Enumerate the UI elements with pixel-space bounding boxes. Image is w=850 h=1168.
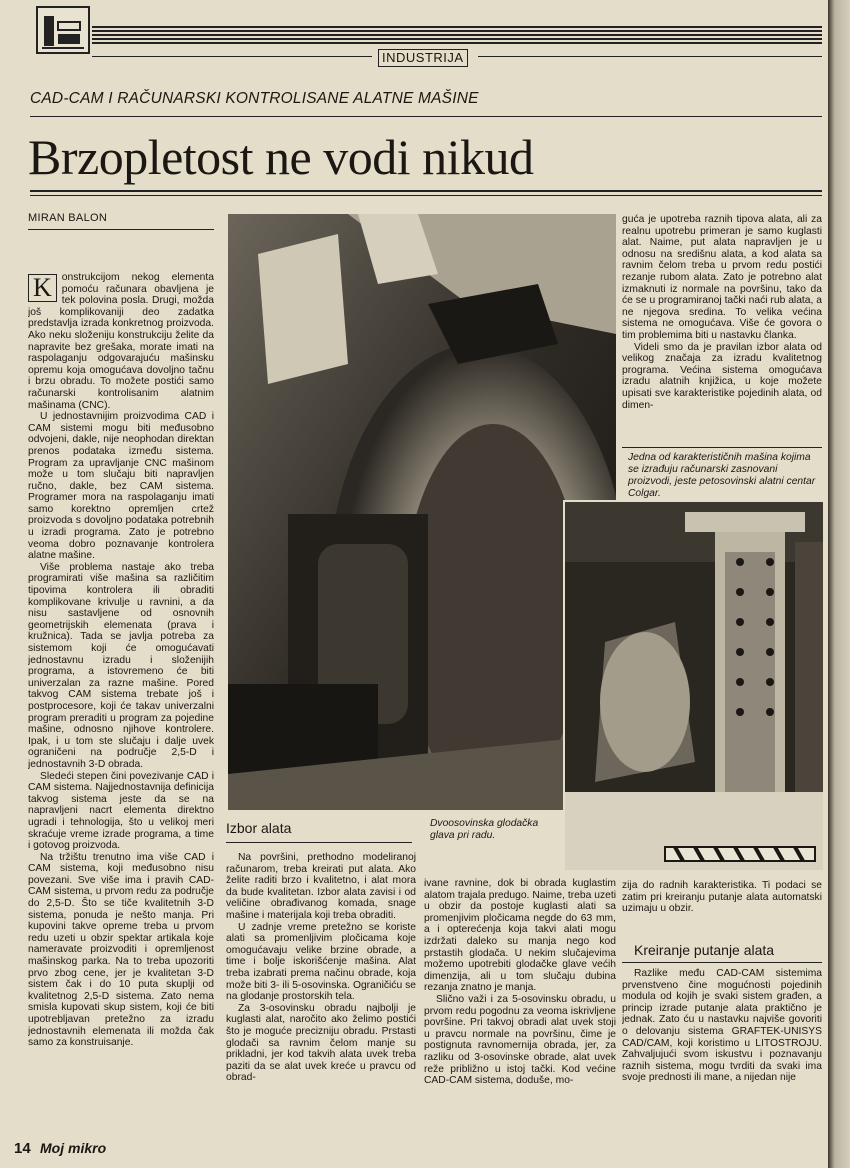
author-rule: [28, 229, 214, 230]
subheading-tool-path: Kreiranje putanje alata: [634, 942, 775, 958]
article-author: MIRAN BALON: [28, 212, 108, 224]
magazine-logo-icon: [36, 6, 90, 54]
paragraph: Videli smo da je pravilan izbor alata od velikog značaja za izradu kvalitetnog programa. Većina sistema omogućava izradu alatnih knjižica, u koje možete upisati sve karakteristike pojedinih alata, od dimen-: [622, 341, 822, 411]
paragraph-text: onstrukcijom nekog elementa pomoću računara obavljena je tek polovina posla. Drugi, možda još komplikovaniji deo zadatka predstavlja izrada konkretnog proizvoda. Ako neku složeniju konstrukciju želite da napravite bez grešaka, morate imati na raspolaganju odgovarajuću mašinsku opremu koja omogućava dovoljno tačnu i brzu obradu. To možete postići samo računarski kontrolisanim alatnim mašinama (CNC).: [28, 272, 214, 411]
caption-rule: [622, 447, 822, 448]
subheading-rule: [622, 962, 822, 963]
photo-caption-machining-center: Jedna od karakterističnih mašina kojima se izrađuju računarski zasnovani proizvodi, jeste petosovinski alatni centar Colgar.: [628, 452, 816, 499]
headline-rule-thin: [30, 195, 822, 196]
section-rule-left: [92, 56, 372, 57]
section-label: INDUSTRIJA: [378, 49, 468, 67]
photo-machining-center: [563, 500, 825, 872]
page-number: 14: [14, 1140, 31, 1157]
subheading-tool-selection: Izbor alata: [226, 820, 292, 836]
section-rule-right: [478, 56, 822, 57]
photo-milling-head: [228, 214, 616, 810]
paragraph: Sledeći stepen čini povezivanje CAD i CAM sistema. Najjednostavnija definicija takvog sistema jeste da se na napravljeni nacrt elementa direktno ugradi i tehnologija, što u velikoj meri skraćuje vreme izrade programa, a time i gotovog proizvoda.: [28, 770, 214, 852]
subheading-rule: [226, 842, 412, 843]
text-column-1: [28, 272, 214, 1112]
paragraph: Slično važi i za 5-osovinsku obradu, u prvom redu pogodnu za veoma iskrivljene površine. Pri takvoj obradi alat uvek stoji u pravcu normale na površinu, čime je postignuta ravnomernija obrada, jer, za razliku od 3-osovinske obrade, alat uvek reže približno u istoj tački. Kod većine CAD-CAM sistema, doduše, mo-: [424, 993, 616, 1087]
text-column-4-top: [622, 214, 822, 444]
text-column-3: [424, 878, 616, 1114]
article-headline: Brzopletost ne vodi nikud: [28, 129, 534, 185]
paragraph: zija do radnih karakteristika. Ti podaci se zatim pri kreiranju putanje alata automatski uzimaju u obzir.: [622, 880, 822, 914]
paragraph: Na tržištu trenutno ima više CAD i CAM sistema, koji međusobno nisu povezani. Sve više ima i pravih CAD-CAM sistema, u prvom redu za područje do 2,5-D. Što se tiče kvalitetnih 3-D sistema, ponuda je nešto manja. Pri kupovini takve opreme treba u prvom redu uzeti u obzir spektar artikala koje nameravate proizvoditi i opremljenost mašinskog parka. Na to treba upozoriti prvo zbog cene, jer je kvalitetan 3-D sistem čak i do 10 puta skuplji od kvalitetnog 2,5-D sistema. Zato nema smisla kupovati skup sistem, koji će biti upotrebljavan pretežno za izradu jednostavnih elemenata ili možda čak samo za konstruisanje.: [28, 851, 214, 1049]
paragraph: ivane ravnine, dok bi obrada kuglastim alatom trajala predugo. Naime, treba uzeti u obzir da postoje kuglasti alati sa promenjivim pločicama negde do 63 mm, a i opterećenja koja takvi alati mogu izdržati daleko su manja nego kod prstastih glodača. U nekim slučajevima možemo upotrebiti glodačke glave većih dimenzija, ali u tom slučaju dubina rezanja znatno je manja.: [424, 878, 616, 994]
text-column-4-bottom: [622, 968, 822, 1114]
headline-rule: [30, 190, 822, 192]
text-column-2: [226, 852, 416, 1114]
kicker-rule: [30, 116, 822, 117]
text-column-4-middle: [622, 880, 822, 914]
paragraph: [28, 272, 214, 411]
article-kicker: CAD-CAM I RAČUNARSKI KONTROLISANE ALATNE MAŠINE: [30, 90, 479, 107]
masthead-rule: [92, 26, 822, 44]
paragraph: guća je upotreba raznih tipova alata, ali za realnu upotrebu primeran je samo kuglasti alat. Naime, put alata napravljen je u odnosu na središnu alata, a kod alata sa ravnim čelom treba u prvom redu postići rezanje rubom alata. Zato je potrebno alat izmaknuti iz normale na površinu, tako da će se u programiranoj tački naći rub alata, a ne njegova sredina. To velika većina sistema ne omogućava. Više će govora o tim problemima biti u nastavku članka.: [622, 214, 822, 341]
paragraph: U zadnje vreme pretežno se koriste alati sa promenljivim pločicama koje omogućavaju velike brzine obrade, a time i bolje iskorišćenje mašina. Alat treba izabrati prema načinu obrade, koja može biti 3- ili 5-osovinska. Ograničiću se na glodanje prostorskih tela.: [226, 921, 416, 1003]
paragraph: U jednostavnijim proizvodima CAD i CAM sistemi mogu biti međusobno odvojeni, dakle, nije neophodan direktan prenos podataka između sistema. Program za upravljanje CNC mašinom može u tom slučaju biti napravljen ručno, dakle, bez CAM sistema. Programer mora na raspolaganju imati samo korektno opremljen crtež proizvoda s dovoljno podataka potrebnih u izradi programa. Zato je potrebno veoma dobro poznavanje kontrolera alatne mašine.: [28, 411, 214, 562]
magazine-name: Moj mikro: [40, 1140, 107, 1156]
paragraph: Na površini, prethodno modeliranoj računarom, treba kreirati put alata. Ako želite raditi brzo i kvalitetno, i alat mora da bude kvalitetan. Izbor alata zavisi i od veličine obrađivanog komada, snage mašine i materijala koji treba obraditi.: [226, 852, 416, 921]
adjacent-page-edge: [828, 0, 850, 1168]
paragraph: Više problema nastaje ako treba programirati više mašina sa različitim tipovima kontrolera ili obraditi komplikovane krivulje u ravnini, a da nisu sastavljene od osnovnih geometrijskih elemenata (prava i kružnica). Tada se javlja potreba za sistemom koji će omogućavati jednostavnu izradu i složenijih programa, a istovremeno će biti univerzalan za razne mašine. Pored takvog CAM sistema trebate još i postprocesore, koji će takav univerzalni program preraditi u program za pojedine mašine, odnosno njihove kontrolere. Ipak, i u tom ste slučaju i dalje uvek ograničeni na područje 2,5-D i jednostavnih 3-D obrada.: [28, 561, 214, 770]
paragraph: Za 3-osovinsku obradu najbolji je kuglasti alat, naročito ako želimo postići što je moguće precizniju obradu. Prstasti glodači sa ravnim čelom manje su prikladni, jer kod takvih alata uvek treba paziti da se alat uvek kreće u pravcu od obrad-: [226, 1002, 416, 1084]
paragraph: Razlike među CAD-CAM sistemima prvenstveno čine mogućnosti pojedinih modula od kojih je svaki sistem građen, a princip izrade putanje alata praktično je jednak. Zato ću u nastavku najviše govoriti o delovanju sistema GRAFTEK-UNISYS CAD/CAM, koji koristimo u LITOSTROJU. Zahvaljujući svom iskustvu i poznavanju raznih sistema, mogu tvrditi da svaki ima svoje prednosti ili mane, a nijedan nije: [622, 968, 822, 1084]
drop-cap: K: [28, 274, 57, 302]
photo-caption-milling-head: Dvoosovinska glodačka glava pri radu.: [430, 818, 539, 841]
